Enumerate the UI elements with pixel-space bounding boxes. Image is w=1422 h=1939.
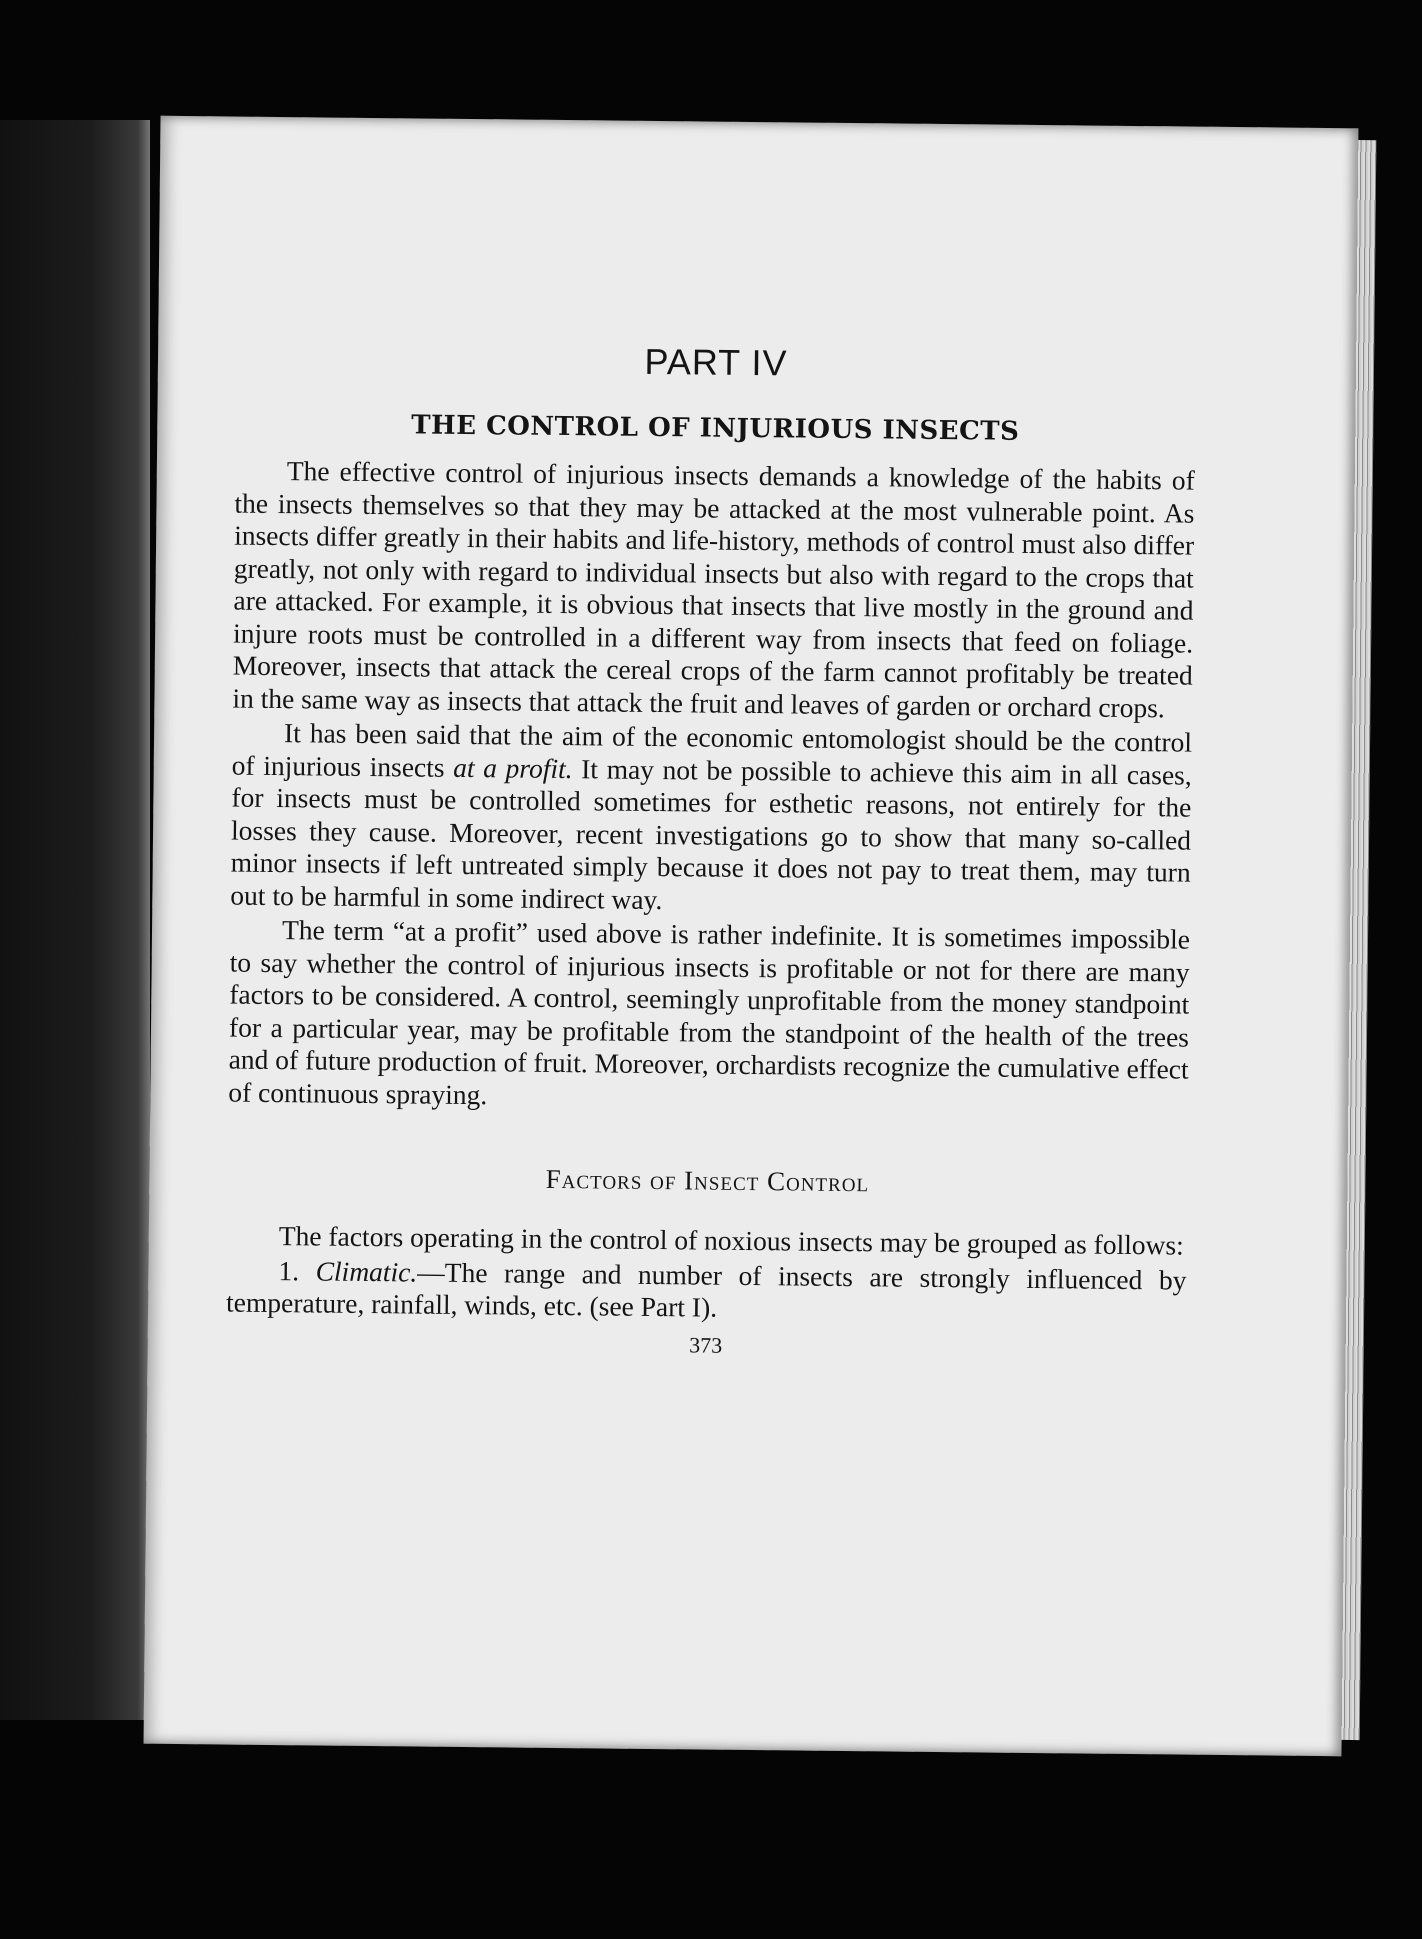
- book-spine: [0, 120, 150, 1720]
- paragraph-2-text-b: It may not be possible to achieve this aim in all cases, for insects must be controlled sometimes for esthetic reasons, not entirely for the losses they cause. Moreover, recent investigations go to show that many so-called minor insects if left untreated simply because it does not pay to treat them, may turn out to be harmful in some indirect way.: [230, 752, 1192, 915]
- list-item-1: [226, 1254, 1187, 1329]
- page-number: 373: [689, 1331, 723, 1358]
- book-page: [144, 116, 1359, 1756]
- list-item-1-number: 1.: [278, 1254, 300, 1286]
- paragraph-2: [230, 717, 1192, 922]
- section-title: THE CONTROL OF INJURIOUS INSECTS: [411, 410, 1020, 447]
- paragraph-1: The effective control of injurious insects demands a knowledge of the habits of the insects themselves so that they may be attacked at the most vulnerable point. As insects differ greatly in their habits and life-history, methods of control must also differ greatly, not only with regard to individual insects but also with regard to the crops that are attacked. For example, it is obvious that insects that live mostly in the ground and injure roots must be controlled in a different way from insects that feed on foliage. Moreover, insects that attack the cereal crops of the farm cannot profitably be treated in the same way as insects that attack the fruit and leaves of garden or orchard crops.: [232, 455, 1195, 723]
- paragraph-2-text-a: It has been said that the aim of the economic entomologist should be the control of injurious insects: [231, 717, 1193, 783]
- paragraph-factors: The factors operating in the control of noxious insects may be grouped as follows:: [278, 1220, 1184, 1261]
- list-item-1-term: Climatic.: [315, 1254, 418, 1288]
- paragraph-2-emphasis: at a profit.: [453, 751, 573, 784]
- list-item-1-text: —The range and number of insects are strongly influenced by temperature, rainfall, winds, etc. (see Part I).: [225, 1256, 1187, 1323]
- part-title: PART IV: [644, 340, 788, 384]
- page-content: [226, 337, 1197, 1363]
- subheading: Factors of Insect Control: [545, 1163, 870, 1198]
- paragraph-3: The term “at a profit” used above is rather indefinite. It is sometimes impossible to say whether the control of injurious insects is profitable or not for there are many factors to be considered. A control, seemingly unprofitable from the money standpoint for a particular year, may be profitable from the standpoint of the health of the trees and of future production of fruit. Moreover, orchardists recognize the cumulative effect of continuous spraying.: [228, 914, 1191, 1110]
